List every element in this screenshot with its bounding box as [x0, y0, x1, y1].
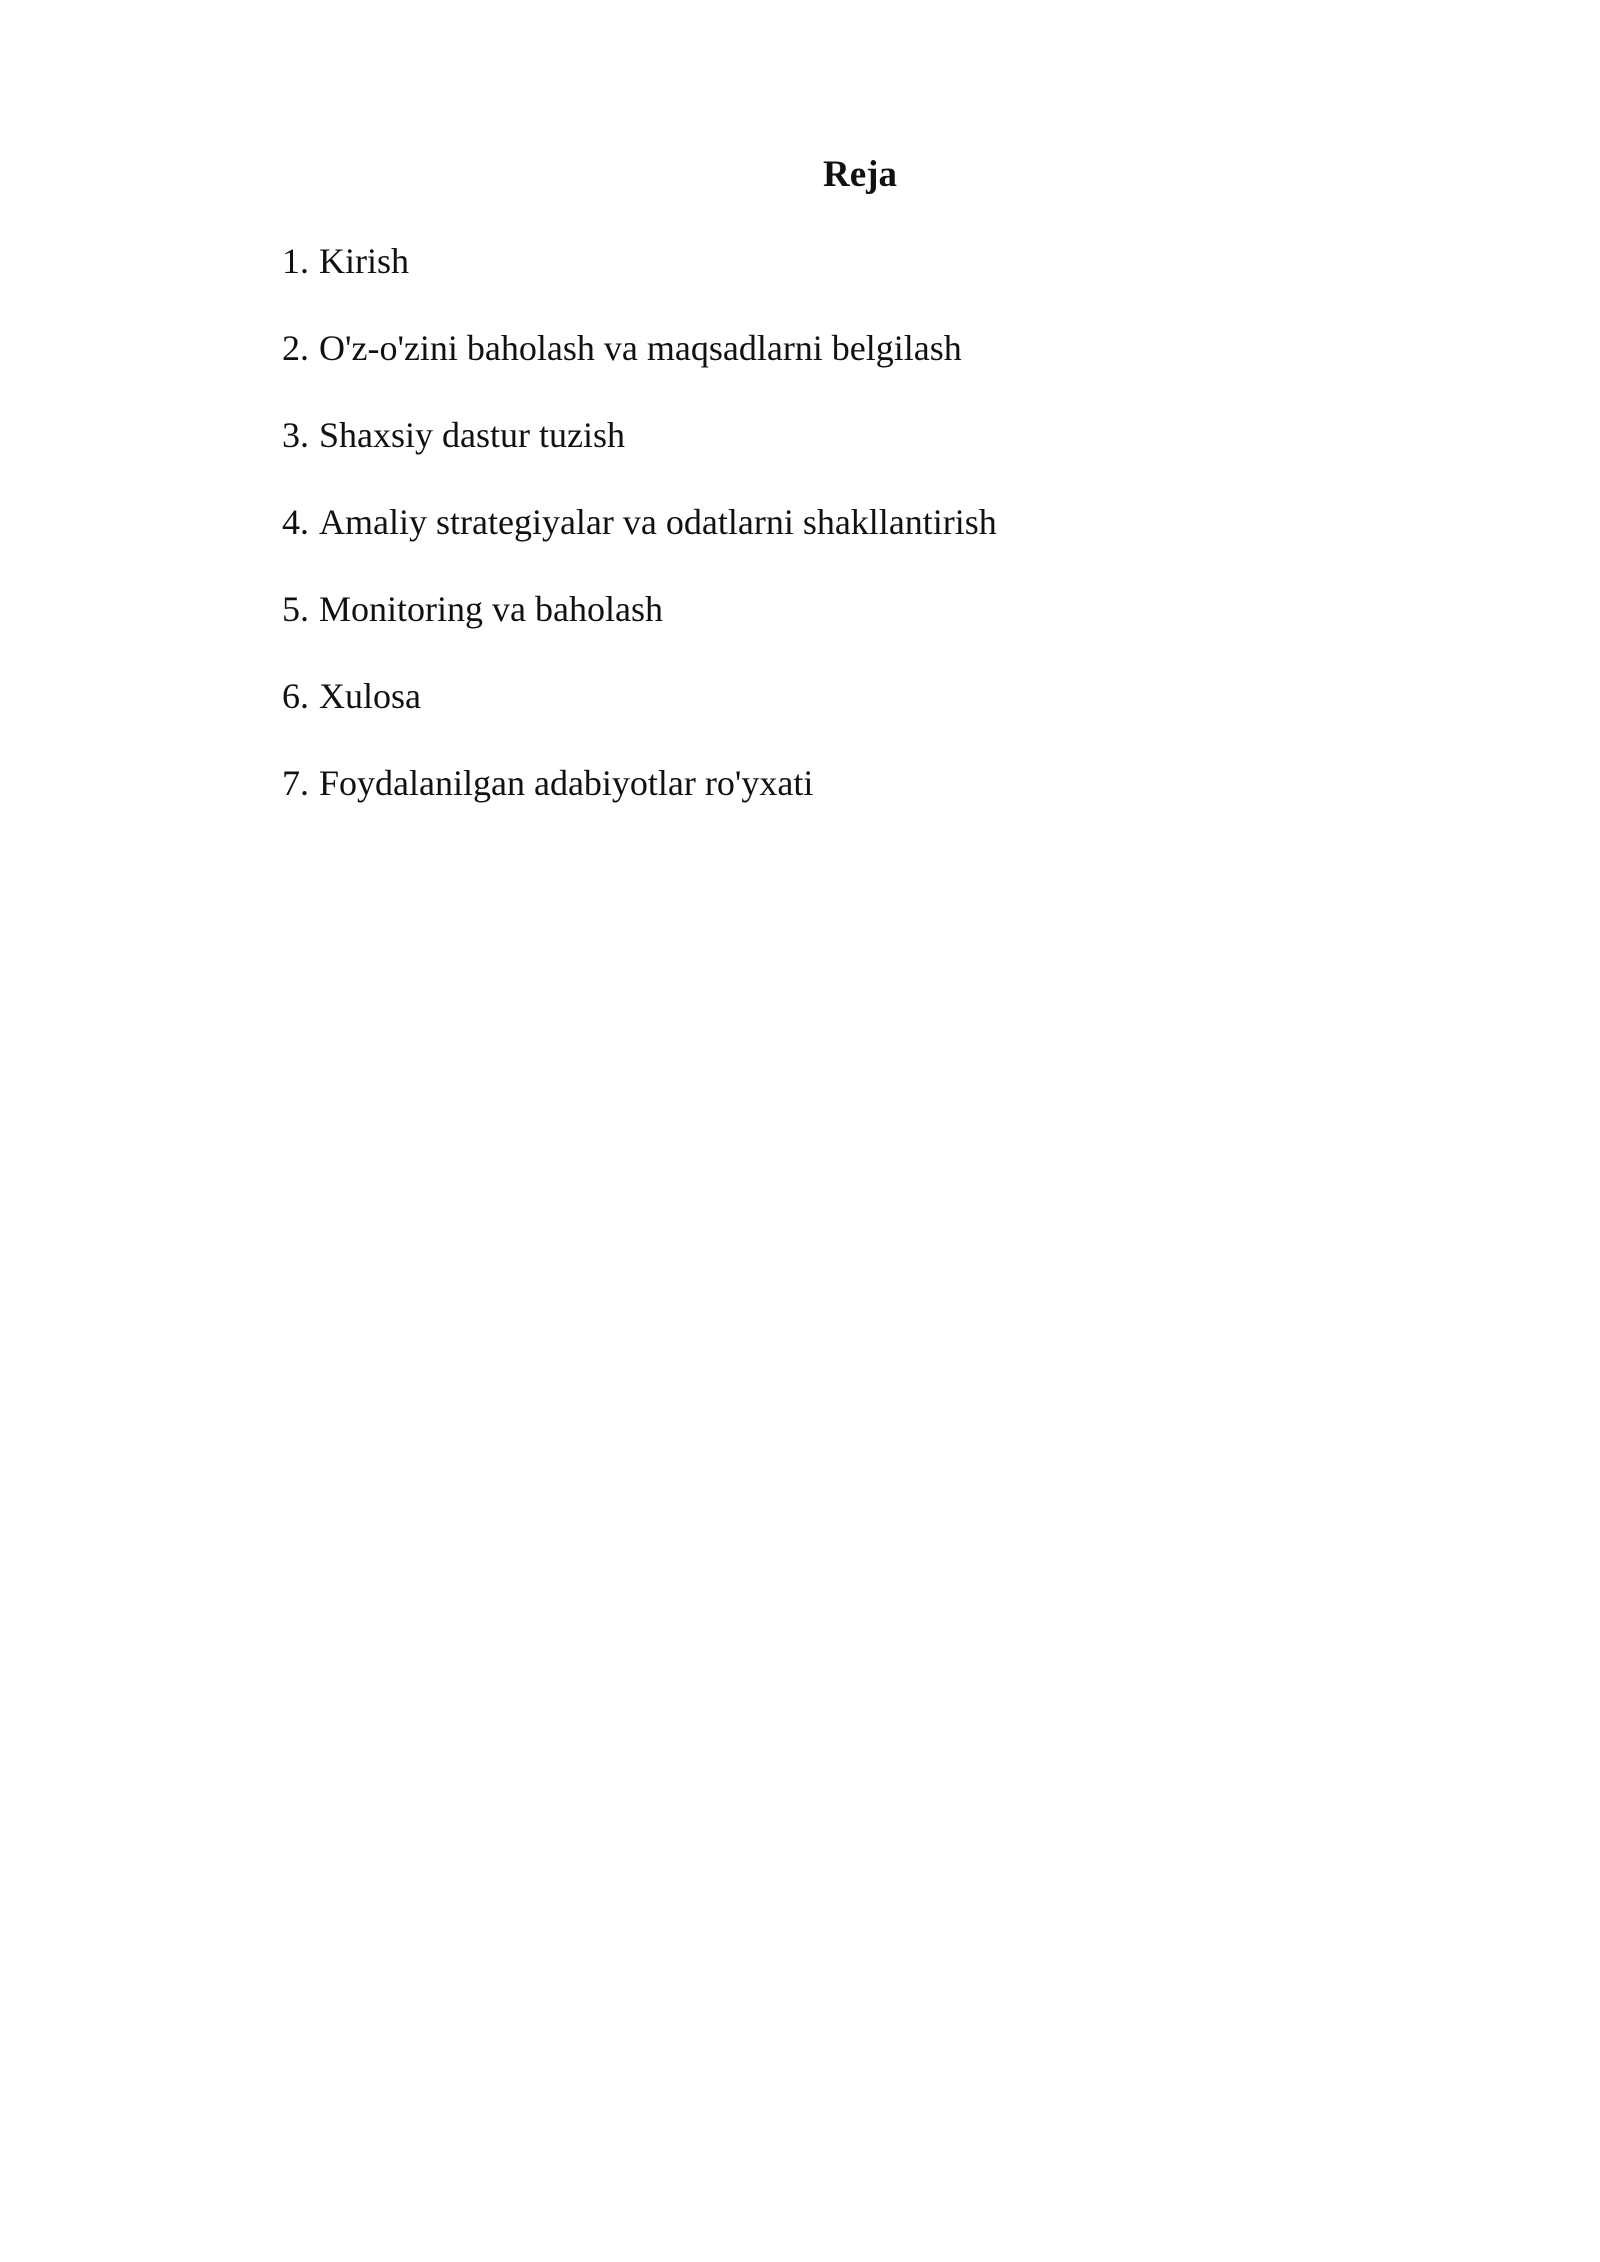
plan-item-text: Shaxsiy dastur tuzish: [319, 415, 625, 455]
plan-item-text: Kirish: [319, 241, 409, 281]
plan-item-number: 7.: [282, 763, 309, 803]
page-title: Reja: [823, 154, 897, 195]
plan-item-number: 1.: [282, 241, 309, 281]
plan-item-2: [282, 323, 997, 410]
plan-item-text: O'z-o'zini baholash va maqsadlarni belgilash: [319, 328, 962, 368]
plan-item-4: [282, 497, 997, 584]
plan-item-number: 4.: [282, 502, 309, 542]
plan-item-6: [282, 671, 997, 758]
plan-item-text: Foydalanilgan adabiyotlar ro'yxati: [319, 763, 814, 803]
plan-item-5: [282, 584, 997, 671]
plan-item-number: 6.: [282, 676, 309, 716]
plan-item-3: [282, 410, 997, 497]
plan-item-text: Monitoring va baholash: [319, 589, 663, 629]
plan-item-text: Xulosa: [319, 676, 421, 716]
plan-item-7: [282, 758, 997, 845]
plan-item-number: 2.: [282, 328, 309, 368]
plan-item-number: 5.: [282, 589, 309, 629]
plan-list: [282, 236, 997, 845]
plan-item-text: Amaliy strategiyalar va odatlarni shakllantirish: [319, 502, 997, 542]
plan-item-1: [282, 236, 997, 323]
plan-item-number: 3.: [282, 415, 309, 455]
